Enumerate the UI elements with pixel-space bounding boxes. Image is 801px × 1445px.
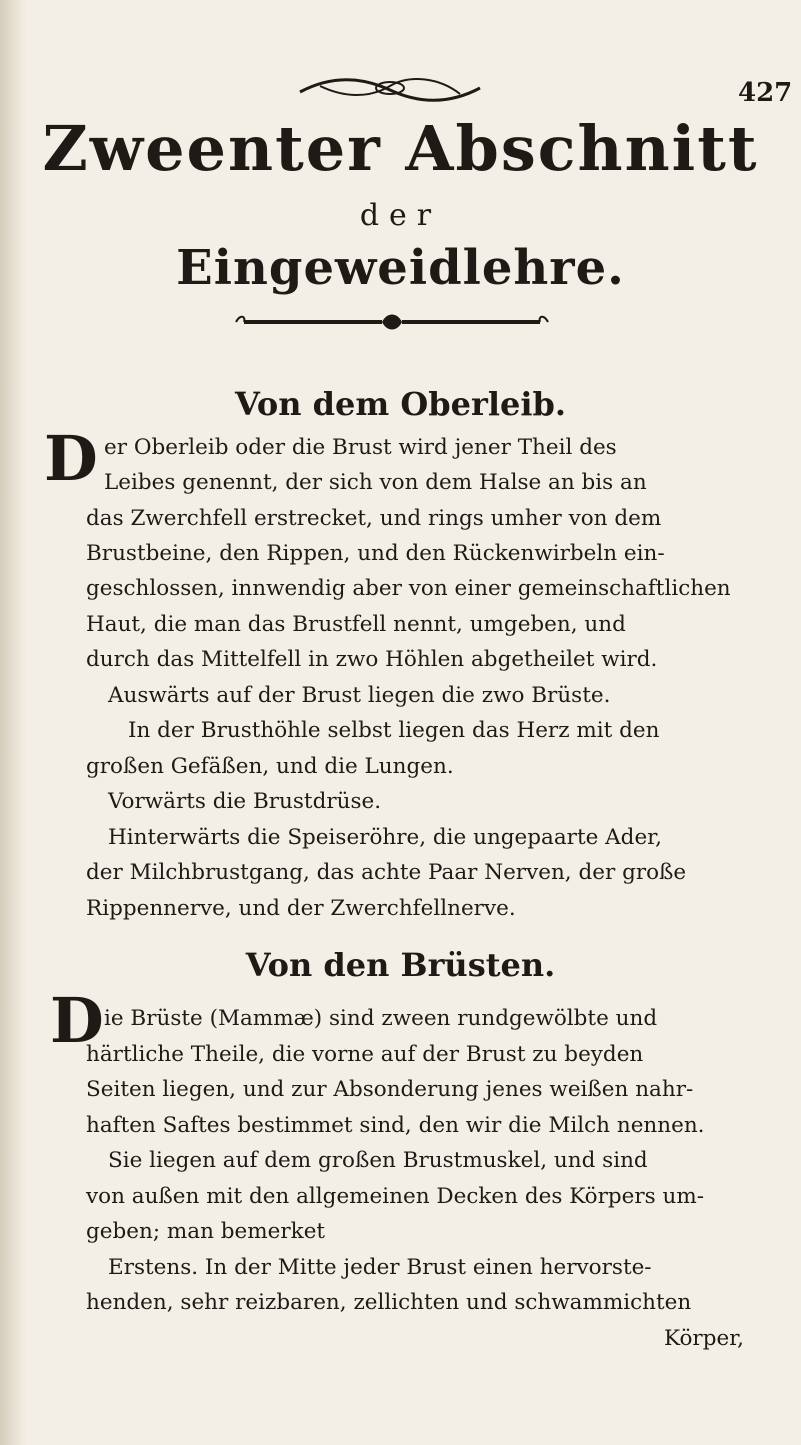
paragraph-line: Erstens. In der Mitte jeder Brust einen hervorste- (108, 1255, 652, 1280)
page-number: 427 (738, 78, 793, 108)
paragraph-line: In der Brusthöhle selbst liegen das Herz mit den (128, 718, 660, 743)
paragraph-line: Seiten liegen, und zur Absonderung jenes weißen nahr- (86, 1077, 694, 1102)
paragraph-line: er Oberleib oder die Brust wird jener Theil des (104, 435, 617, 460)
paragraph-line: ie Brüste (Mammæ) sind zween rundgewölbte und (104, 1006, 658, 1031)
paragraph-line: Rippennerve, und der Zwerchfellnerve. (86, 896, 516, 921)
paragraph-line: Haut, die man das Brustfell nennt, umgeben, und (86, 612, 626, 637)
header-ornament (290, 72, 490, 106)
paragraph-line: durch das Mittelfell in zwo Höhlen abgetheilet wird. (86, 647, 658, 672)
paragraph-line: Hinterwärts die Speiseröhre, die ungepaarte Ader, (108, 825, 662, 850)
drop-cap: D (50, 984, 104, 1057)
paragraph-line: Sie liegen auf dem großen Brustmuskel, und sind (108, 1148, 648, 1173)
section-heading-oberleib: Von dem Oberleib. (234, 385, 567, 423)
paragraph-line: geschlossen, innwendig aber von einer gemeinschaftlichen (86, 576, 731, 601)
catchword: Körper, (664, 1326, 744, 1351)
chapter-title-article: der (359, 198, 442, 233)
paragraph-line: geben; man bemerket (86, 1219, 326, 1244)
paragraph-line: Brustbeine, den Rippen, und den Rückenwirbeln ein- (86, 541, 665, 566)
drop-cap: D (44, 422, 98, 495)
paragraph-line: Auswärts auf der Brust liegen die zwo Brüste. (108, 683, 611, 708)
paragraph-line: großen Gefäßen, und die Lungen. (86, 754, 454, 779)
paragraph-line: von außen mit den allgemeinen Decken des Körpers um- (86, 1184, 705, 1209)
chapter-title: Zweenter Abschnitt (42, 112, 759, 185)
paragraph-line: Vorwärts die Brustdrüse. (108, 789, 382, 814)
chapter-subtitle: Eingeweidlehre. (176, 240, 625, 296)
decorative-rule (232, 310, 552, 336)
paragraph-line: henden, sehr reizbaren, zellichten und schwammichten (86, 1290, 692, 1315)
paragraph-line: härtliche Theile, die vorne auf der Brust zu beyden (86, 1042, 644, 1067)
section-heading-bruesten: Von den Brüsten. (245, 946, 556, 984)
paragraph-line: Leibes genennt, der sich von dem Halse an bis an (104, 470, 647, 495)
paragraph-line: der Milchbrustgang, das achte Paar Nerven, der große (86, 860, 687, 885)
paragraph-line: das Zwerchfell erstrecket, und rings umher von dem (86, 506, 662, 531)
paragraph-line: haften Saftes bestimmet sind, den wir die Milch nennen. (86, 1113, 705, 1138)
